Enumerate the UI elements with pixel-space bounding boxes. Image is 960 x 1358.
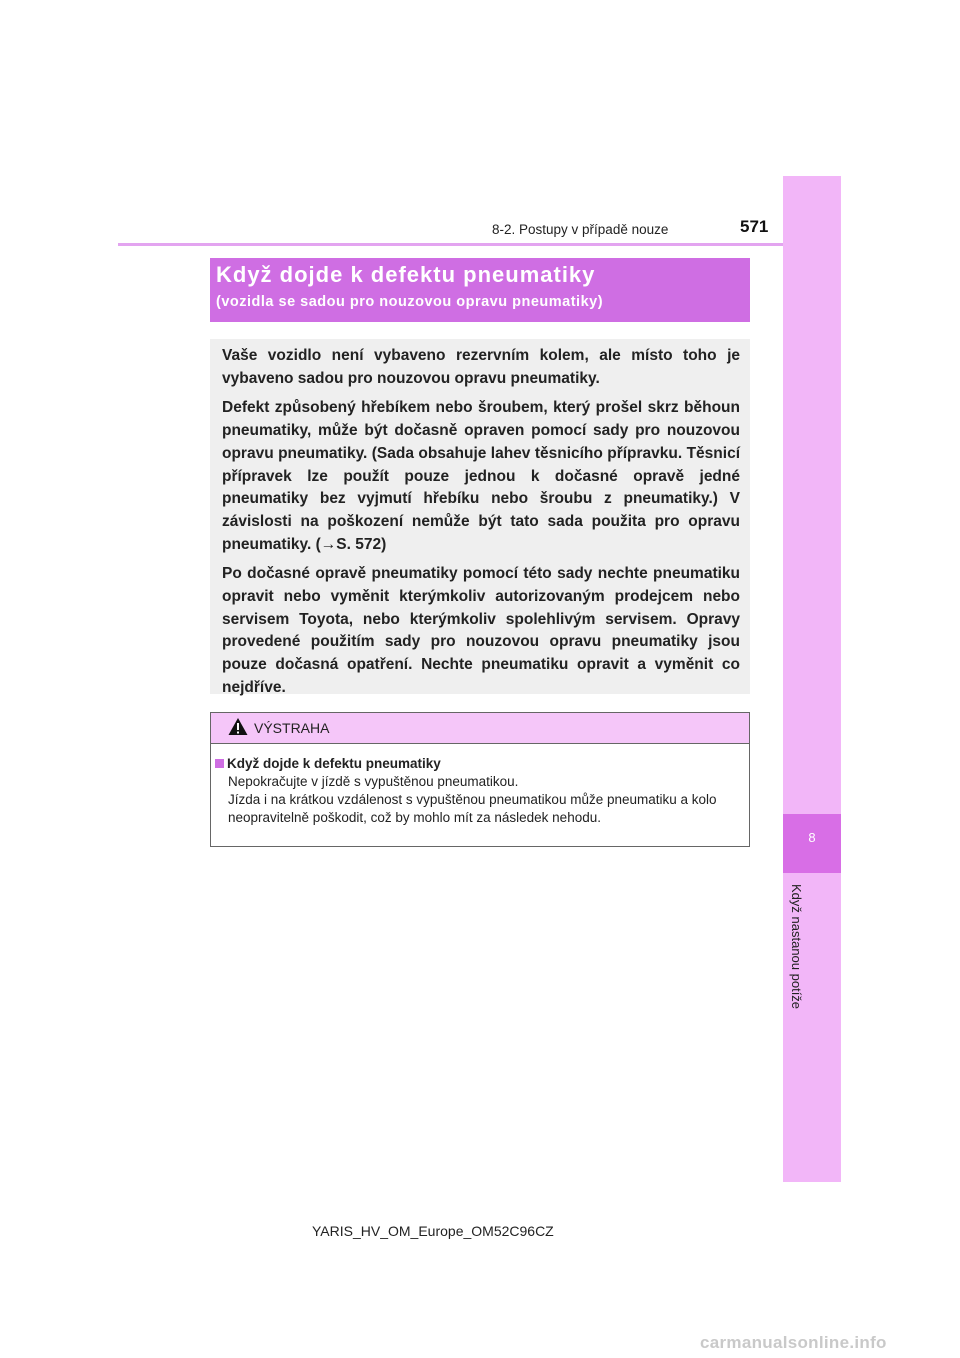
warning-line-2: Jízda i na krátkou vzdálenost s vypuštěnou pneumatikou může pneumatiku a kolo neopravitelně poškodit, což by mohlo mít za následek nehodu.	[228, 792, 717, 825]
warning-body	[211, 744, 749, 827]
intro-paragraph-2: Defekt způsobený hřebíkem nebo šroubem, který prošel skrz běhoun pneumatiky, může být dočasně opraven pomocí sady pro nouzovou opravu pneumatiky. (Sada obsahuje lahev těsnicího přípravku. Těsnicí přípravek lze použít pouze jednou k dočasné opravě jedné pneumatiky bez vyjmutí hřebíku nebo šroubu z pneumatiky.) V závislosti na poškození nemůže být tato sada použita pro opravu pneumatiky. (→S. 572)	[222, 399, 740, 553]
intro-paragraph-3: Po dočasné opravě pneumatiky pomocí této sady nechte pneumatiku opravit nebo vyměnit kterýmkoliv autorizovaným prodejcem nebo servisem Toyota, nebo kterýmkoliv spolehlivým servisem. Opravy provedené použitím sady pro nouzovou opravu pneumatiky jsou pouze dočasná opatření. Nechte pneumatiku opravit a vyměnit co nejdříve.	[222, 565, 740, 696]
warning-label: VÝSTRAHA	[254, 720, 330, 736]
chapter-title: Když nastanou potíže	[789, 884, 804, 1010]
warning-line-1: Nepokračujte v jízdě s vypuštěnou pneumatikou.	[228, 774, 519, 789]
title-banner	[210, 258, 750, 322]
header-divider	[118, 243, 841, 246]
square-bullet-icon	[215, 759, 224, 768]
page-subtitle: (vozidla se sadou pro nouzovou opravu pneumatiky)	[216, 294, 604, 310]
chapter-side-tab	[783, 176, 841, 1182]
intro-paragraph-1: Vaše vozidlo není vybaveno rezervním kolem, ale místo toho je vybaveno sadou pro nouzovou opravu pneumatiky.	[222, 347, 740, 387]
warning-box	[210, 712, 750, 847]
page-number: 571	[740, 217, 769, 236]
warning-heading-text: Když dojde k defektu pneumatiky	[227, 756, 441, 771]
warning-triangle-icon	[228, 717, 248, 736]
page-title: Když dojde k defektu pneumatiky	[216, 262, 596, 287]
warning-heading	[215, 755, 739, 773]
document-code: YARIS_HV_OM_Europe_OM52C96CZ	[312, 1223, 554, 1239]
intro-box	[210, 339, 750, 694]
watermark: carmanualsonline.info	[700, 1333, 887, 1352]
warning-header	[211, 713, 749, 744]
section-heading: 8-2. Postupy v případě nouze	[492, 222, 669, 237]
chapter-number: 8	[808, 830, 816, 845]
